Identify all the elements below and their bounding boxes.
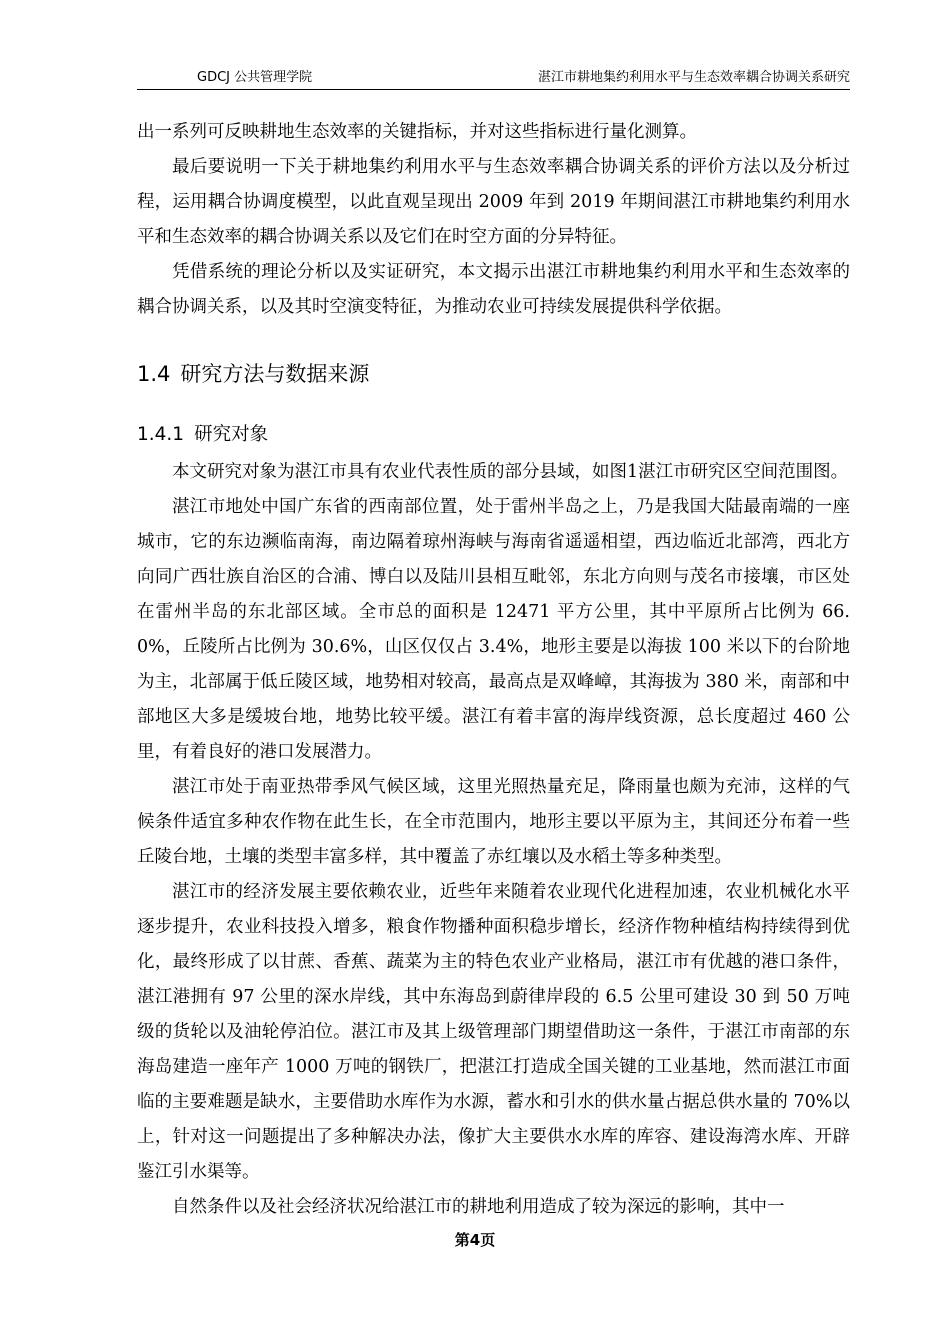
paragraph: 自然条件以及社会经济状况给湛江市的耕地利用造成了较为深远的影响，其中一 (172, 1197, 785, 1217)
page-body (137, 115, 850, 1225)
paragraph: 湛江市地处中国广东省的西南部位置，处于雷州半岛之上，乃是我国大陆最南端的一座城市，它的东边濒临南海，南边隔着琼州海峡与海南省遥遥相望，西边临近北部湾，西北方向同广西壮族自治区的合浦、博白以及陆川县相互毗邻，东北方向则与茂名市接壤，市区处在雷州半岛的东北部区域。全市总的面积是 12471 平方公里，其中平原所占比例为 66.0%，丘陵所占比例为 30.6%，山区仅仅占 3.4%，地形主要是以海拔 100 米以下的台阶地为主，北部属于低丘陵区域，地势相对较高，最高点是双峰嶂，其海拔为 380 米，南部和中部地区大多是缓坡台地，地势比较平缓。湛江有着丰富的海岸线资源，总长度超过 460 公里，有着良好的港口发展潜力。 (137, 497, 850, 762)
section-number: 1.4 (137, 362, 171, 386)
subsection-number: 1.4.1 (137, 424, 185, 445)
header-divider (137, 89, 850, 90)
section-title: 研究方法与数据来源 (180, 362, 370, 386)
subsection-heading (137, 415, 850, 455)
header-paper-title: 湛江市耕地集约利用水平与生态效率耦合协调关系研究 (537, 70, 850, 85)
paragraph: 凭借系统的理论分析以及实证研究，本文揭示出湛江市耕地集约利用水平和生态效率的耦合协调关系，以及其时空演变特征，为推动农业可持续发展提供科学依据。 (137, 262, 850, 317)
page-header (137, 68, 850, 88)
subsection-title: 研究对象 (194, 424, 269, 445)
paragraph: 最后要说明一下关于耕地集约利用水平与生态效率耦合协调关系的评价方法以及分析过程，运用耦合协调度模型，以此直观呈现出 2009 年到 2019 年期间湛江市耕地集约利用水平和生态效率的耦合协调关系以及它们在时空方面的分异特征。 (137, 157, 850, 247)
paragraph: 出一系列可反映耕地生态效率的关键指标，并对这些指标进行量化测算。 (137, 122, 697, 142)
paragraph: 湛江市的经济发展主要依赖农业，近些年来随着农业现代化进程加速，农业机械化水平逐步提升，农业科技投入增多，粮食作物播种面积稳步增长，经济作物种植结构持续得到优化，最终形成了以甘蔗、香蕉、蔬菜为主的特色农业产业格局，湛江市有优越的港口条件，湛江港拥有 97 公里的深水岸线，其中东海岛到蔚律岸段的 6.5 公里可建设 30 到 50 万吨级的货轮以及油轮停泊位。湛江市及其上级管理部门期望借助这一条件，于湛江市南部的东海岛建造一座年产 1000 万吨的钢铁厂，把湛江打造成全国关键的工业基地，然而湛江市面临的主要难题是缺水，主要借助水库作为水源，蓄水和引水的供水量占据总供水量的 70%以上，针对这一问题提出了多种解决办法，像扩大主要供水水库的库容、建设海湾水库、开辟鉴江引水渠等。 (137, 882, 850, 1182)
page-number: 第4页 (454, 1231, 496, 1249)
paragraph: 湛江市处于南亚热带季风气候区域，这里光照热量充足，降雨量也颇为充沛，这样的气候条件适宜多种农作物在此生长，在全市范围内，地形主要以平原为主，其间还分布着一些丘陵台地，土壤的类型丰富多样，其中覆盖了赤红壤以及水稻土等多种类型。 (137, 777, 850, 867)
section-heading (137, 351, 850, 397)
paragraph: 本文研究对象为湛江市具有农业代表性质的部分县域，如图1湛江市研究区空间范围图。 (172, 462, 849, 482)
header-institution: GDCJ 公共管理学院 (197, 70, 313, 85)
